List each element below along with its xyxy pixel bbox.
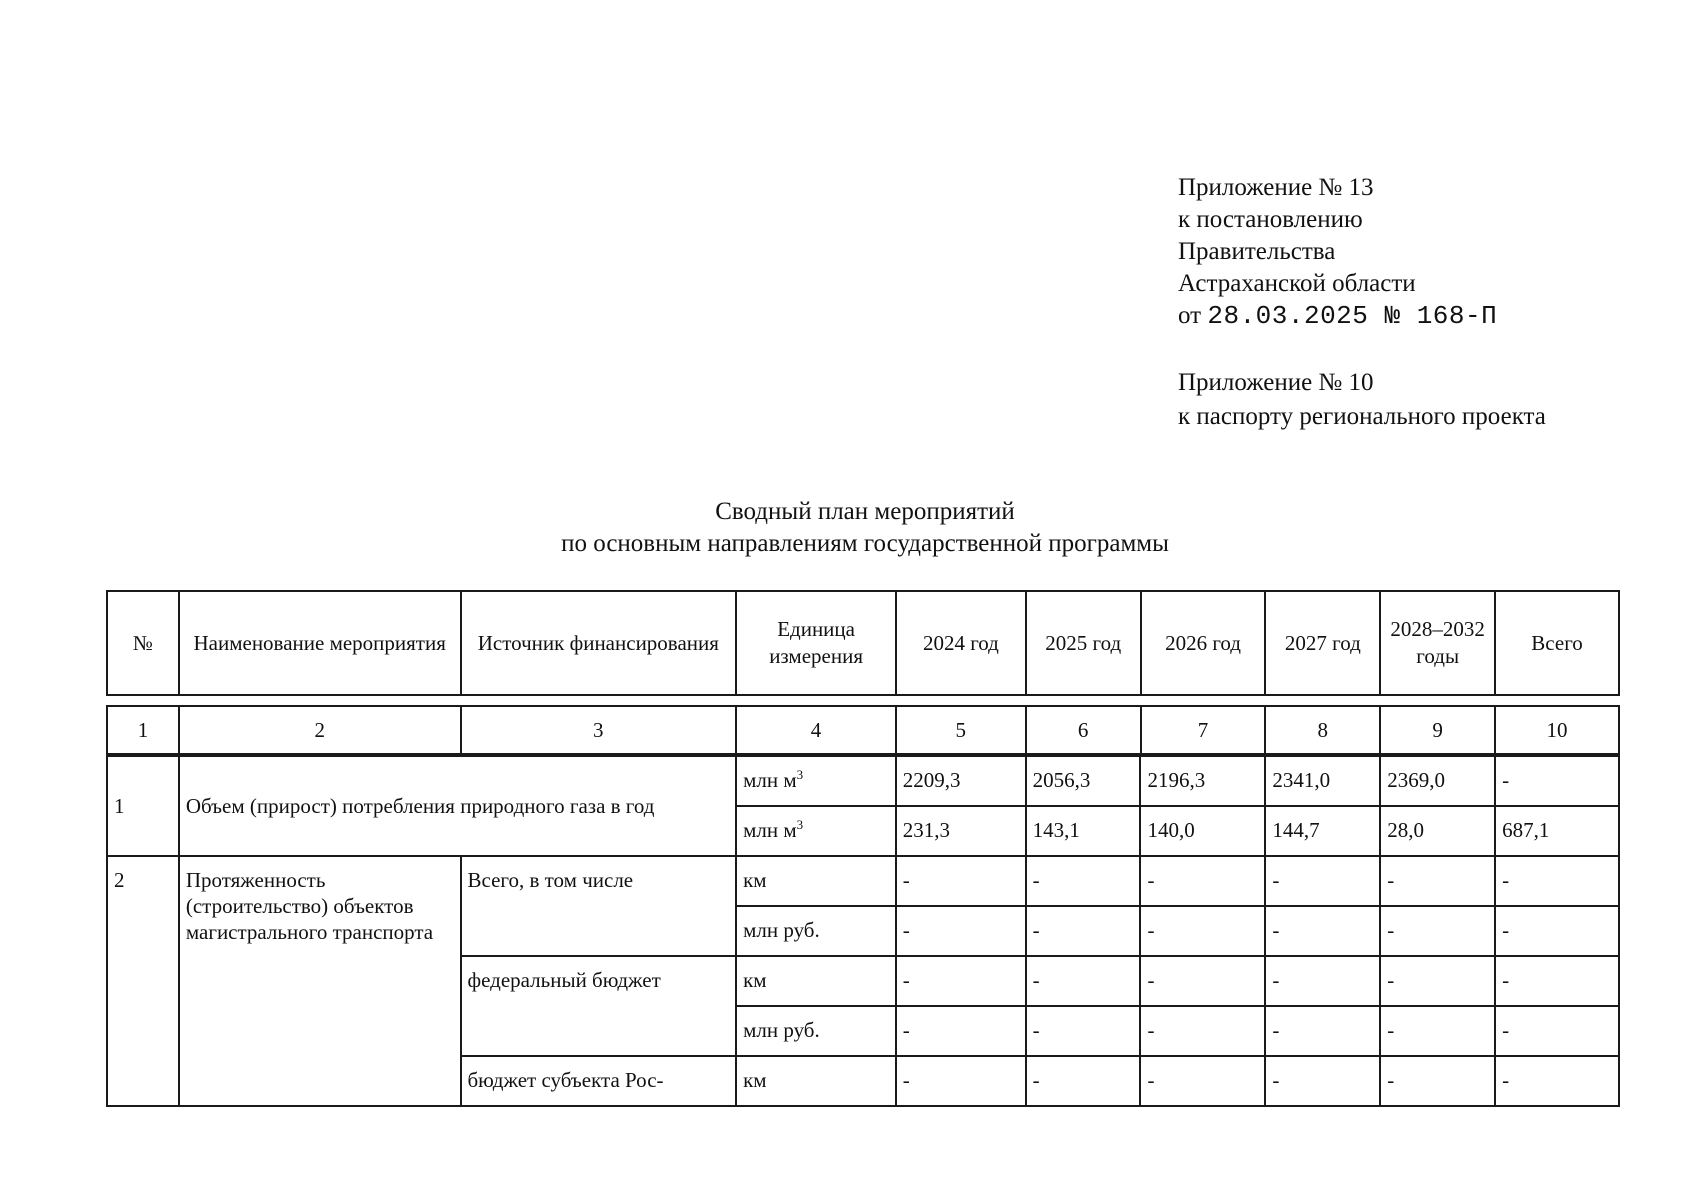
title-line2: по основным направлениям государственной программы [561, 530, 1169, 557]
cell-dash: - [1380, 1056, 1495, 1106]
header-2025: 2025 год [1026, 591, 1141, 695]
row1-a-2024: 2209,3 [896, 756, 1026, 806]
row1-a-2026: 2196,3 [1140, 756, 1265, 806]
header-num: № [107, 591, 179, 695]
cell-dash: - [896, 1006, 1026, 1056]
cell-dash: - [1140, 956, 1265, 1006]
table-column-numbers [106, 705, 1620, 755]
title-line1: Сводный план мероприятий [715, 498, 1015, 525]
row2-source-federal: федеральный бюджет [461, 956, 737, 1056]
row1-b-2025: 143,1 [1026, 806, 1141, 856]
document-title [0, 496, 1708, 560]
cell-dash: - [1140, 906, 1265, 956]
row2-unit-km: км [736, 1056, 896, 1106]
cell-dash: - [1265, 906, 1380, 956]
cell-dash: - [1026, 956, 1141, 1006]
cell-dash: - [1495, 1006, 1619, 1056]
row2-num: 2 [107, 856, 179, 1106]
appendix-13-title: Приложение № 13 [1178, 174, 1374, 201]
cell-dash: - [1265, 856, 1380, 906]
row1-a-2028-2032: 2369,0 [1380, 756, 1495, 806]
cell-dash: - [1495, 906, 1619, 956]
header-2024: 2024 год [896, 591, 1026, 695]
appendix-13-block [1178, 172, 1497, 332]
appendix-10-title: Приложение № 10 [1178, 369, 1374, 396]
colnum-7: 7 [1141, 706, 1266, 754]
cell-dash: - [1140, 856, 1265, 906]
cell-dash: - [1495, 956, 1619, 1006]
row1-b-2024: 231,3 [896, 806, 1026, 856]
cell-dash: - [1265, 956, 1380, 1006]
cell-dash: - [1140, 1006, 1265, 1056]
header-2027: 2027 год [1265, 591, 1380, 695]
row2-name: Протяженность (строительство) объектов магистрального транспорта [179, 856, 461, 1106]
cell-dash: - [1265, 1056, 1380, 1106]
cell-dash: - [1265, 1006, 1380, 1056]
row2-unit-km: км [736, 956, 896, 1006]
colnum-2: 2 [179, 706, 461, 754]
row2-source-region: бюджет субъекта Рос- [461, 1056, 737, 1106]
row1-unit-b: млн $м^3$ [736, 806, 896, 856]
table-row [107, 856, 1619, 906]
colnum-5: 5 [896, 706, 1026, 754]
cell-dash: - [896, 856, 1026, 906]
header-2026: 2026 год [1141, 591, 1266, 695]
colnum-1: 1 [107, 706, 179, 754]
cell-dash: - [1026, 1006, 1141, 1056]
row1-a-2025: 2056,3 [1026, 756, 1141, 806]
appendix-13-line2: к постановлению [1178, 206, 1363, 233]
date-prefix: от [1178, 302, 1202, 329]
colnum-10: 10 [1495, 706, 1619, 754]
row1-num: 1 [107, 756, 179, 856]
row1-name: Объем (прирост) потребления природного газа в год [179, 756, 736, 856]
row1-a-2027: 2341,0 [1265, 756, 1380, 806]
table-body [106, 755, 1620, 1107]
header-2028-2032: 2028–2032 годы [1380, 591, 1495, 695]
appendix-13-date-line [1178, 300, 1497, 332]
cell-dash: - [1026, 1056, 1141, 1106]
cell-dash: - [896, 1056, 1026, 1106]
colnum-3: 3 [461, 706, 737, 754]
row1-a-total: - [1495, 756, 1619, 806]
cell-dash: - [1495, 1056, 1619, 1106]
cell-dash: - [1495, 856, 1619, 906]
row2-unit-rub: млн руб. [736, 1006, 896, 1056]
colnum-6: 6 [1026, 706, 1141, 754]
cell-dash: - [1026, 906, 1141, 956]
row2-unit-rub: млн руб. [736, 906, 896, 956]
cell-dash: - [896, 956, 1026, 1006]
header-total: Всего [1495, 591, 1619, 695]
row1-b-2027: 144,7 [1265, 806, 1380, 856]
colnum-9: 9 [1380, 706, 1495, 754]
row2-unit-km: км [736, 856, 896, 906]
colnum-4: 4 [736, 706, 896, 754]
row1-b-total: 687,1 [1495, 806, 1619, 856]
cell-dash: - [1380, 956, 1495, 1006]
appendix-10-block [1178, 366, 1546, 434]
cell-dash: - [1026, 856, 1141, 906]
header-unit: Единица измерения [736, 591, 896, 695]
appendix-13-line3: Правительства [1178, 238, 1336, 265]
table-row [107, 756, 1619, 806]
date-number: 28.03.2025 № 168-П [1207, 301, 1498, 331]
appendix-13-line4: Астраханской области [1178, 270, 1416, 297]
cell-dash: - [1380, 906, 1495, 956]
cell-dash: - [1380, 1006, 1495, 1056]
row1-b-2026: 140,0 [1140, 806, 1265, 856]
header-name: Наименование мероприятия [179, 591, 461, 695]
row2-source-total: Всего, в том числе [461, 856, 737, 956]
table-header [106, 590, 1620, 696]
row1-unit-a: млн $м^3$ [736, 756, 896, 806]
appendix-10-line2: к паспорту регионального проекта [1178, 403, 1546, 430]
header-source: Источник финансирования [461, 591, 737, 695]
cell-dash: - [896, 906, 1026, 956]
row1-b-2028-2032: 28,0 [1380, 806, 1495, 856]
cell-dash: - [1380, 856, 1495, 906]
colnum-8: 8 [1265, 706, 1380, 754]
cell-dash: - [1140, 1056, 1265, 1106]
